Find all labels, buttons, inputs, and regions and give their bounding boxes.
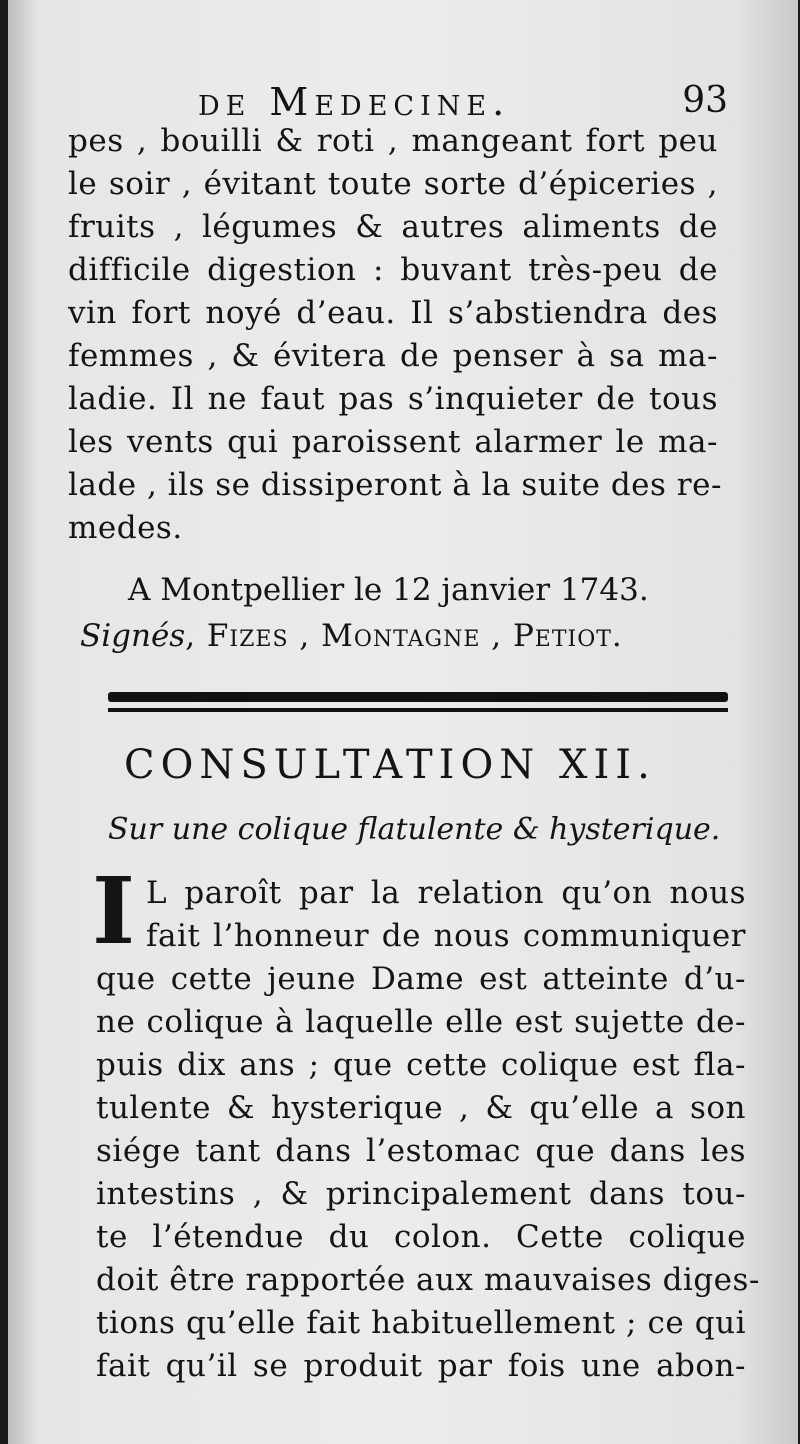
text-line: les vents qui paroissent alarmer le ma- [68,424,718,460]
paragraph-continued [68,120,722,550]
page-header [158,80,738,124]
text-line: difficile digestion : buvant très-peu de [68,252,718,288]
text-line: vin fort noyé d’eau. Il s’abstiendra des [68,295,718,331]
text-line: fruits , légumes & autres aliments de [68,209,718,245]
text-line: lade , ils se dissiperont à la suite des re- [68,467,722,503]
text-line: pes , bouilli & roti , mangeant fort peu [68,123,718,159]
text-line: femmes , & évitera de penser à sa ma- [68,338,718,374]
place-date-line: A Montpellier le 12 janvier 1743. [128,572,649,608]
section-divider-thin [108,708,728,712]
text-line: doit être rapportée aux mauvaises diges- [96,1262,760,1298]
text-line: fait qu’il se produit par fois une abon- [96,1348,746,1384]
drop-cap: I [92,857,136,965]
section-subtitle: Sur une colique flatulente & hysterique. [108,812,721,847]
signed-label: Signés [80,618,186,654]
text-line: medes. [68,510,183,546]
text-line: que cette jeune Dame est atteinte d’u- [96,961,746,997]
section-divider-thick [108,692,728,702]
section-title: CONSULTATION XII. [124,742,656,788]
text-line: te l’étendue du colon. Cette colique [96,1219,746,1255]
text-line: tions qu’elle fait habituellement ; ce qui [96,1305,746,1341]
text-line: L paroît par la relation qu’on nous [146,875,746,911]
text-line: intestins , & principalement dans tou- [96,1176,746,1212]
text-line: ne colique à laquelle elle est sujette de- [96,1004,746,1040]
text-line: tulente & hysterique , & qu’elle a son [96,1090,746,1126]
signatory-names: , Fizes , Montagne , Petiot. [185,618,623,654]
page-number: 93 [682,80,728,121]
text-line: siége tant dans l’estomac que dans les [96,1133,746,1169]
text-line: fait l’honneur de nous communiquer [146,918,746,954]
paragraph-consultation [92,857,760,1388]
book-page [8,0,798,1444]
signatures-line [80,618,720,662]
text-line: puis dix ans ; que cette colique est fla- [96,1047,746,1083]
running-title: de Medecine. [198,80,511,124]
text-line: le soir , évitant toute sorte d’épiceries , [68,166,718,202]
text-line: ladie. Il ne faut pas s’inquieter de tous [68,381,718,417]
